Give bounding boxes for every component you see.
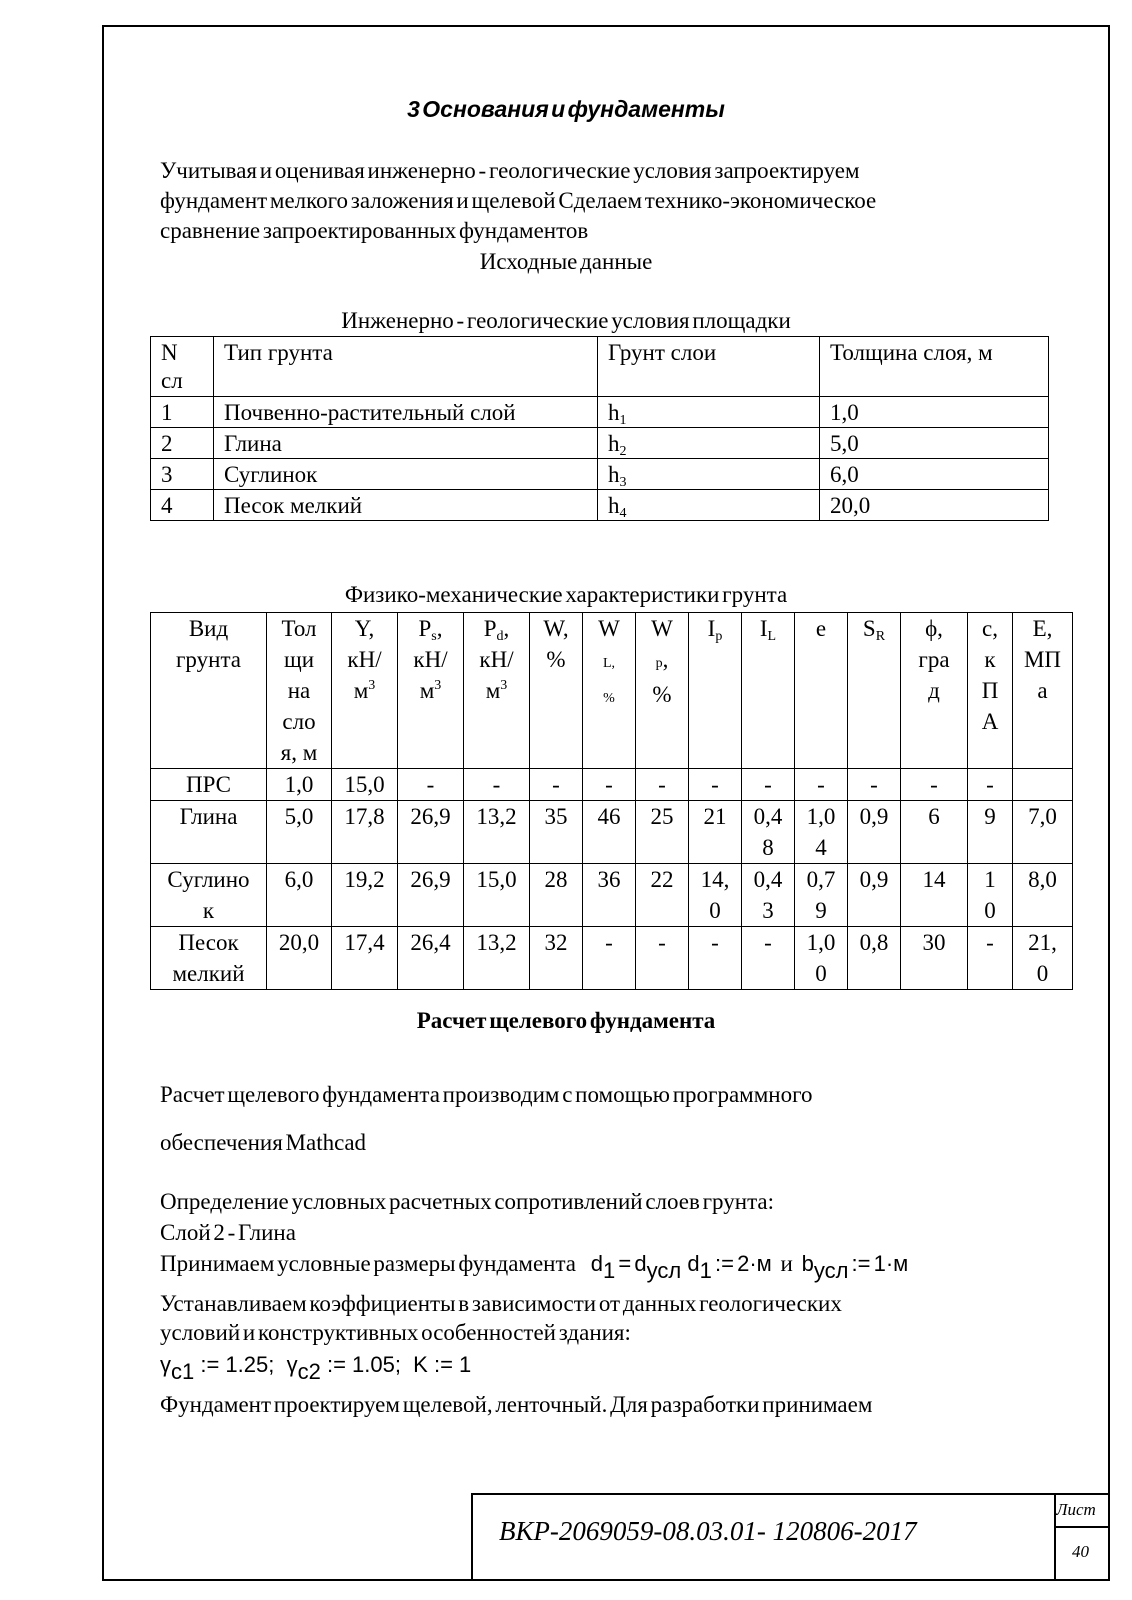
table-cell: 9	[968, 801, 1013, 864]
table-cell: ПРС	[151, 769, 267, 801]
table-cell: -	[583, 927, 636, 990]
header-cell: $P_s$, кН/ $м^3$	[398, 613, 464, 769]
table-cell: 26,9	[398, 864, 464, 927]
table-cell: -	[742, 927, 795, 990]
table-row	[151, 801, 1073, 864]
header-cell: ϕ, гра д	[901, 613, 968, 769]
formula-b: $b_{усл}$ := 1·м	[801, 1251, 909, 1283]
table-row	[151, 927, 1073, 990]
table-cell: 19,2	[332, 864, 398, 927]
table-cell: 14	[901, 864, 968, 927]
table-cell: 21	[689, 801, 742, 864]
table-cell: -	[689, 769, 742, 801]
table-cell: 28	[530, 864, 583, 927]
table-header-row	[151, 613, 1073, 769]
table-cell: 32	[530, 927, 583, 990]
table-cell: 36	[583, 864, 636, 927]
table-cell: -	[636, 769, 689, 801]
table-header-row	[151, 337, 1049, 397]
sheet-label: Лист	[1056, 1500, 1096, 1519]
table-cell: -	[464, 769, 530, 801]
table-row: 4 Песок мелкий $h_4$ 20,0	[151, 490, 1049, 521]
soil-layers-table	[150, 336, 1049, 521]
table-cell: 21, 0	[1013, 927, 1073, 990]
table-cell: 22	[636, 864, 689, 927]
table-cell: 1,0	[267, 769, 332, 801]
table-cell: Песок мелкий	[151, 927, 267, 990]
header-cell-type: Тип грунта	[214, 337, 598, 397]
definition-line-3: Принимаем условные размеры фундамента $d_1 = d_{усл}$ $d_1$ := 2·м и $b_{усл}$ := 1·м	[160, 1251, 909, 1283]
table-cell: -	[848, 769, 901, 801]
table-cell: 8,0	[1013, 864, 1073, 927]
table-row: 3 Суглинок $h_3$ 6,0	[151, 459, 1049, 490]
formula-coefficients: $\gamma_{c1}$ := 1.25; $\gamma_{c2}$ := 1.05; K := 1	[160, 1352, 472, 1384]
table-cell: -	[636, 927, 689, 990]
header-cell: W, %	[530, 613, 583, 769]
table-cell: -	[530, 769, 583, 801]
sheet-divider	[1054, 1526, 1110, 1528]
header-cell: W L, %	[583, 613, 636, 769]
header-cell-thickness: Толщина слоя, м	[820, 337, 1049, 397]
table-cell: 6	[901, 801, 968, 864]
table-cell: 0,9	[848, 864, 901, 927]
table-cell	[1013, 769, 1073, 801]
document-code: ВКР-2069059-08.03.01- 120806-2017	[499, 1516, 917, 1546]
slot-foundation-heading: Расчет щелевого фундамента	[416, 1008, 716, 1033]
header-cell: c, к П А	[968, 613, 1013, 769]
table-cell: 17,8	[332, 801, 398, 864]
header-cell: e	[795, 613, 848, 769]
table-row	[151, 769, 1073, 801]
slot-paragraph-1: Расчет щелевого фундамента производим с помощью программного	[160, 1082, 813, 1107]
header-cell: $P_d$, кН/ $м^3$	[464, 613, 530, 769]
definition-line-1: Определение условных расчетных сопротивлений слоев грунта:	[160, 1189, 774, 1214]
header-cell: W p, %	[636, 613, 689, 769]
header-cell: Вид грунта	[151, 613, 267, 769]
header-cell: $I_p$	[689, 613, 742, 769]
header-cell: Υ, кН/ $м^3$	[332, 613, 398, 769]
header-cell: $S_R$	[848, 613, 901, 769]
table-cell: -	[968, 769, 1013, 801]
slot-paragraph-2: обеспечения Mathcad	[160, 1130, 367, 1155]
table-cell: 14, 0	[689, 864, 742, 927]
table-row: 1 Почвенно-растительный слой $h_1$ 1,0	[151, 397, 1049, 428]
table-cell: -	[968, 927, 1013, 990]
table-cell: Глина	[151, 801, 267, 864]
table-cell: 15,0	[332, 769, 398, 801]
table-cell: 1,0 0	[795, 927, 848, 990]
initial-data-heading: Исходные данные	[479, 249, 653, 274]
intro-text: Учитывая и оценивая инженерно - геологические условия запроектируем фундамент мелкого заложения и щелевой Сделаем технико-экономическое сравнение запроектированных фундаментов	[160, 158, 877, 243]
table2-caption: Физико-механические характеристики грунта	[344, 582, 788, 607]
table-cell: -	[901, 769, 968, 801]
soil-properties-table	[150, 612, 1073, 990]
table-cell: -	[398, 769, 464, 801]
definition-line-2: Слой 2 - Глина	[160, 1220, 296, 1245]
table-cell: 7,0	[1013, 801, 1073, 864]
table-cell: 35	[530, 801, 583, 864]
table-cell: 13,2	[464, 927, 530, 990]
header-cell-layer: Грунт слои	[598, 337, 820, 397]
table-cell: 30	[901, 927, 968, 990]
table-cell: Суглино к	[151, 864, 267, 927]
coefficients-line-1: Устанавливаем коэффициенты в зависимости от данных геологических	[160, 1291, 842, 1316]
header-cell-n: N сл	[151, 337, 214, 397]
table-cell: 25	[636, 801, 689, 864]
table-row: 2 Глина $h_2$ 5,0	[151, 428, 1049, 459]
table-cell: 1,0 4	[795, 801, 848, 864]
table-cell: 0,7 9	[795, 864, 848, 927]
header-cell: Тол щи на сло я, м	[267, 613, 332, 769]
header-cell: $I_L$	[742, 613, 795, 769]
formula-d1: $d_1 = d_{усл}$ $d_1$ := 2·м	[590, 1251, 772, 1283]
section-title: 3 Основания и фундаменты	[407, 96, 725, 122]
sheet-number: 40	[1072, 1542, 1089, 1561]
table-cell: 0,8	[848, 927, 901, 990]
table-cell: 20,0	[267, 927, 332, 990]
table-cell: 0,9	[848, 801, 901, 864]
table-cell: -	[742, 769, 795, 801]
table-cell: 5,0	[267, 801, 332, 864]
table-cell: 46	[583, 801, 636, 864]
last-line: Фундамент проектируем щелевой, ленточный. Для разработки принимаем	[160, 1392, 873, 1417]
table-cell: 1 0	[968, 864, 1013, 927]
header-cell: E, МП а	[1013, 613, 1073, 769]
table-cell: 15,0	[464, 864, 530, 927]
table-cell: 0,4 8	[742, 801, 795, 864]
table-cell: 26,9	[398, 801, 464, 864]
table-cell: 17,4	[332, 927, 398, 990]
table-cell: -	[583, 769, 636, 801]
table-cell: 26,4	[398, 927, 464, 990]
table-row	[151, 864, 1073, 927]
table1-caption: Инженерно - геологические условия площадки	[341, 308, 791, 333]
table-cell: 13,2	[464, 801, 530, 864]
coefficients-line-2: условий и конструктивных особенностей здания:	[160, 1320, 631, 1345]
table-cell: -	[689, 927, 742, 990]
table-cell: 0,4 3	[742, 864, 795, 927]
table-cell: -	[795, 769, 848, 801]
table-cell: 6,0	[267, 864, 332, 927]
